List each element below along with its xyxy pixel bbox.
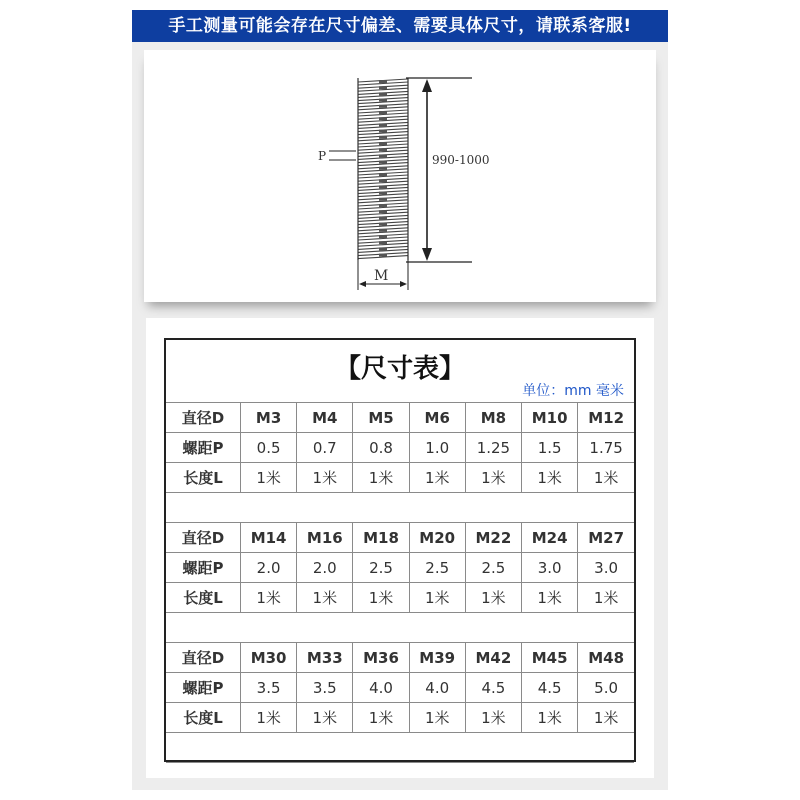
diameter-row-cell: M48 <box>578 643 634 673</box>
pitch-row-cell: 3.0 <box>522 553 578 583</box>
pitch-row-cell: 2.5 <box>409 553 465 583</box>
size-table-box <box>164 338 636 762</box>
thread-crest <box>379 198 387 201</box>
thread-crest <box>379 80 387 83</box>
pitch-row-cell: 1.75 <box>578 433 634 463</box>
length-row-cell: 1米 <box>353 703 409 733</box>
thread-crest <box>379 254 387 257</box>
length-row-cell: 1米 <box>409 583 465 613</box>
diameter-row-cell: M30 <box>241 643 297 673</box>
diameter-row-cell: M4 <box>297 403 353 433</box>
size-table <box>166 402 634 763</box>
thread-crest <box>379 99 387 102</box>
spacer-cell <box>297 733 353 763</box>
length-row <box>166 583 634 613</box>
spacer-cell <box>578 733 634 763</box>
thread-crest <box>379 185 387 188</box>
spacer-cell <box>465 493 521 523</box>
length-row <box>166 703 634 733</box>
length-label: 990-1000 <box>432 153 490 167</box>
thread-crest <box>379 123 387 126</box>
length-row-label: 长度L <box>166 703 241 733</box>
rod-threads <box>358 79 408 259</box>
thread-crest <box>379 216 387 219</box>
length-row-cell: 1米 <box>241 703 297 733</box>
thread-crest <box>379 161 387 164</box>
pitch-label: P <box>318 149 327 163</box>
m-arrow-right <box>400 281 407 287</box>
spacer-cell <box>465 613 521 643</box>
pitch-row <box>166 553 634 583</box>
diameter-row-cell: M36 <box>353 643 409 673</box>
pitch-row-cell: 5.0 <box>578 673 634 703</box>
pitch-row-cell: 0.7 <box>297 433 353 463</box>
thread-crest <box>379 247 387 250</box>
thread-crest <box>379 229 387 232</box>
diameter-row-cell: M16 <box>297 523 353 553</box>
thread-crest <box>379 204 387 207</box>
length-arrow-bottom <box>422 248 432 261</box>
thread-crest <box>379 154 387 157</box>
pitch-row-cell: 1.5 <box>522 433 578 463</box>
diameter-row-cell: M14 <box>241 523 297 553</box>
length-row-cell: 1米 <box>241 583 297 613</box>
spacer-cell <box>578 493 634 523</box>
thread-crest <box>379 148 387 151</box>
pitch-row-cell: 3.5 <box>297 673 353 703</box>
spacer-cell <box>353 493 409 523</box>
spacer-cell <box>166 613 241 643</box>
thread-crest <box>379 117 387 120</box>
length-row-cell: 1米 <box>465 463 521 493</box>
pitch-row-cell: 2.0 <box>241 553 297 583</box>
length-row-cell: 1米 <box>241 463 297 493</box>
diameter-row-cell: M18 <box>353 523 409 553</box>
spacer-cell <box>522 733 578 763</box>
spacer-cell <box>297 613 353 643</box>
diameter-row <box>166 643 634 673</box>
thread-crest <box>379 92 387 95</box>
diameter-row-cell: M6 <box>409 403 465 433</box>
spacer-cell <box>522 613 578 643</box>
spacer-cell <box>409 733 465 763</box>
pitch-row <box>166 433 634 463</box>
diagram-svg <box>144 50 656 302</box>
m-label: M <box>374 268 389 284</box>
diameter-row-label: 直径D <box>166 403 241 433</box>
spacer-cell <box>166 733 241 763</box>
diameter-row-cell: M42 <box>465 643 521 673</box>
length-row-cell: 1米 <box>465 703 521 733</box>
length-row-cell: 1米 <box>297 583 353 613</box>
diameter-row-cell: M20 <box>409 523 465 553</box>
thread-crest <box>379 173 387 176</box>
thread-crest <box>379 241 387 244</box>
pitch-row-cell: 1.0 <box>409 433 465 463</box>
length-row-cell: 1米 <box>409 703 465 733</box>
pitch-row-cell: 4.5 <box>465 673 521 703</box>
spacer-cell <box>241 733 297 763</box>
pitch-row-cell: 0.8 <box>353 433 409 463</box>
length-arrow-top <box>422 79 432 92</box>
length-row <box>166 463 634 493</box>
pitch-row-cell: 2.5 <box>353 553 409 583</box>
length-row-cell: 1米 <box>465 583 521 613</box>
length-row-cell: 1米 <box>522 703 578 733</box>
thread-crest <box>379 136 387 139</box>
pitch-row-cell: 4.0 <box>409 673 465 703</box>
spacer-cell <box>409 493 465 523</box>
thread-crest <box>379 105 387 108</box>
diameter-row-cell: M12 <box>578 403 634 433</box>
spacer-cell <box>465 733 521 763</box>
spacer-cell <box>353 613 409 643</box>
diameter-row-cell: M33 <box>297 643 353 673</box>
threaded-rod-diagram <box>144 50 656 302</box>
pitch-row-label: 螺距P <box>166 553 241 583</box>
pitch-row-cell: 3.5 <box>241 673 297 703</box>
spacer-cell <box>353 733 409 763</box>
pitch-row <box>166 673 634 703</box>
diameter-row <box>166 523 634 553</box>
length-row-cell: 1米 <box>297 703 353 733</box>
length-row-label: 长度L <box>166 583 241 613</box>
diameter-row-cell: M5 <box>353 403 409 433</box>
thread-crest <box>379 130 387 133</box>
diameter-row-cell: M27 <box>578 523 634 553</box>
pitch-row-cell: 1.25 <box>465 433 521 463</box>
length-row-cell: 1米 <box>297 463 353 493</box>
thread-crest <box>379 223 387 226</box>
group-spacer-row <box>166 733 634 763</box>
spacer-cell <box>241 493 297 523</box>
pitch-row-label: 螺距P <box>166 673 241 703</box>
pitch-row-cell: 4.0 <box>353 673 409 703</box>
notice-banner: 手工测量可能会存在尺寸偏差、需要具体尺寸，请联系客服! <box>132 10 668 42</box>
thread-crest <box>379 179 387 182</box>
diameter-row-cell: M8 <box>465 403 521 433</box>
length-row-cell: 1米 <box>578 703 634 733</box>
diameter-row-cell: M45 <box>522 643 578 673</box>
group-spacer-row <box>166 493 634 523</box>
length-row-cell: 1米 <box>353 583 409 613</box>
thread-crest <box>379 235 387 238</box>
length-row-cell: 1米 <box>578 463 634 493</box>
spacer-cell <box>166 493 241 523</box>
thread-crest <box>379 192 387 195</box>
diameter-row-cell: M3 <box>241 403 297 433</box>
thread-crest <box>379 167 387 170</box>
diameter-row-label: 直径D <box>166 643 241 673</box>
pitch-row-cell: 4.5 <box>522 673 578 703</box>
pitch-row-cell: 3.0 <box>578 553 634 583</box>
diameter-row-cell: M22 <box>465 523 521 553</box>
length-row-cell: 1米 <box>409 463 465 493</box>
length-row-cell: 1米 <box>578 583 634 613</box>
pitch-row-cell: 0.5 <box>241 433 297 463</box>
table-title: 【尺寸表】 <box>334 354 465 384</box>
m-arrow-left <box>359 281 366 287</box>
diameter-row-cell: M39 <box>409 643 465 673</box>
length-row-cell: 1米 <box>522 463 578 493</box>
thread-crest <box>379 210 387 213</box>
thread-crest <box>379 86 387 89</box>
spacer-cell <box>241 613 297 643</box>
group-spacer-row <box>166 613 634 643</box>
diameter-row-cell: M10 <box>522 403 578 433</box>
length-row-cell: 1米 <box>353 463 409 493</box>
spacer-cell <box>409 613 465 643</box>
length-row-cell: 1米 <box>522 583 578 613</box>
thread-crest <box>379 111 387 114</box>
diameter-row <box>166 403 634 433</box>
spacer-cell <box>297 493 353 523</box>
diameter-row-label: 直径D <box>166 523 241 553</box>
pitch-row-cell: 2.0 <box>297 553 353 583</box>
spacer-cell <box>578 613 634 643</box>
diameter-row-cell: M24 <box>522 523 578 553</box>
unit-note: 单位：mm 毫米 <box>522 383 624 399</box>
spacer-cell <box>522 493 578 523</box>
length-row-label: 长度L <box>166 463 241 493</box>
thread-crest <box>379 142 387 145</box>
pitch-row-cell: 2.5 <box>465 553 521 583</box>
pitch-row-label: 螺距P <box>166 433 241 463</box>
